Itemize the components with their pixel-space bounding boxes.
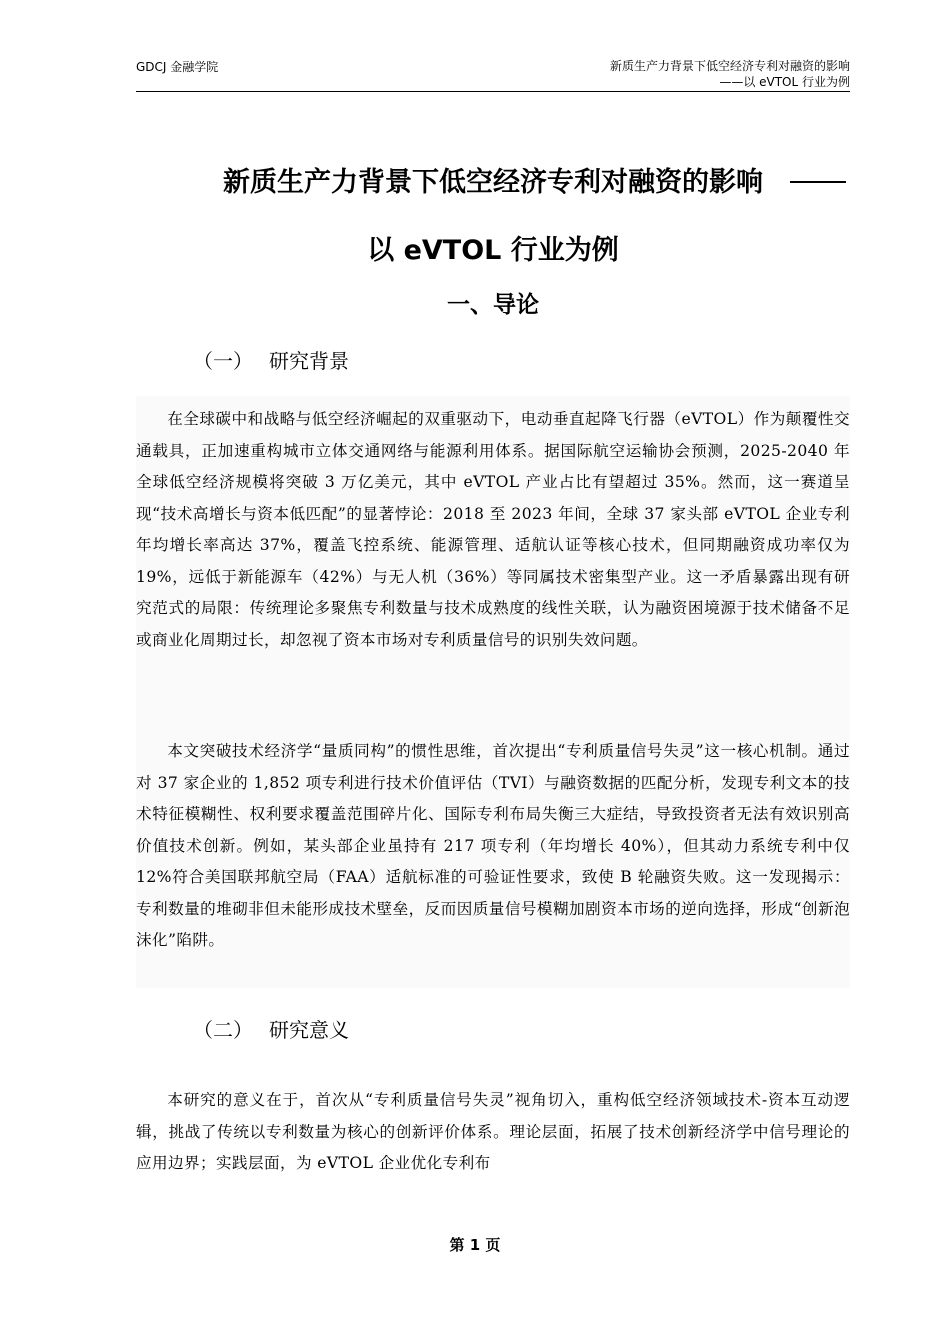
subsection-label: 研究意义	[269, 1018, 349, 1042]
header-title-line1: 新质生产力背景下低空经济专利对融资的影响	[609, 59, 850, 73]
paragraph-background-2: 本文突破技术经济学“量质同构”的惯性思维，首次提出“专利质量信号失灵”这一核心机制。通过对 37 家企业的 1,852 项专利进行技术价值评估（TVI）与融资数据的匹配分析，发现专利文本的技术特征模糊性、权利要求覆盖范围碎片化、国际专利布局失衡三大症结，导致投资者无法有效识别高价值技术创新。例如，某头部企业虽持有 217 项专利（年均增长 40%），但其动力系统专利中仅 12%符合美国联邦航空局（FAA）适航标准的可验证性要求，致使 B 轮融资失败。这一发现揭示：专利数量的堆砌非但未能形成技术壁垒，反而因质量信号模糊加剧资本市场的逆向选择，形成“创新泡沫化”陷阱。	[136, 742, 850, 949]
section-heading: 一、导论	[447, 292, 539, 318]
subsection-number: （一）	[193, 349, 253, 373]
header-school: GDCJ 金融学院	[136, 60, 219, 74]
title-dash	[790, 181, 846, 183]
document-subtitle: 以 eVTOL 行业为例	[367, 235, 619, 266]
header-running-title	[610, 58, 850, 90]
paragraph-background-1: 在全球碳中和战略与低空经济崛起的双重驱动下，电动垂直起降飞行器（eVTOL）作为颠覆性交通载具，正加速重构城市立体交通网络与能源利用体系。据国际航空运输协会预测，2025-2040 年全球低空经济规模将突破 3 万亿美元，其中 eVTOL 产业占比有望超过 35%。然而，这一赛道呈现“技术高增长与资本低匹配”的显著悖论：2018 至 2023 年间，全球 37 家头部 eVTOL 企业专利年均增长率高达 37%，覆盖飞控系统、能源管理、适航认证等核心技术，但同期融资成功率仅为 19%，远低于新能源车（42%）与无人机（36%）等同属技术密集型产业。这一矛盾暴露出现有研究范式的局限：传统理论多聚焦专利数量与技术成熟度的线性关联，认为融资困境源于技术储备不足或商业化周期过长，却忽视了资本市场对专利质量信号的识别失效问题。	[136, 410, 850, 649]
subsection-label: 研究背景	[269, 349, 349, 373]
subsection-heading-significance	[193, 1014, 349, 1043]
header-rule	[136, 91, 850, 92]
header-title-line2: ——以 eVTOL 行业为例	[719, 75, 850, 89]
document-title: 新质生产力背景下低空经济专利对融资的影响	[223, 167, 763, 198]
subsection-number: （二）	[193, 1018, 253, 1042]
subsection-heading-background	[193, 345, 349, 374]
paragraph-significance: 本研究的意义在于，首次从“专利质量信号失灵”视角切入，重构低空经济领域技术-资本互动逻辑，挑战了传统以专利数量为核心的创新评价体系。理论层面，拓展了技术创新经济学中信号理论的应用边界；实践层面，为 eVTOL 企业优化专利布	[136, 1091, 850, 1172]
page-number: 第 1 页	[449, 1236, 501, 1254]
